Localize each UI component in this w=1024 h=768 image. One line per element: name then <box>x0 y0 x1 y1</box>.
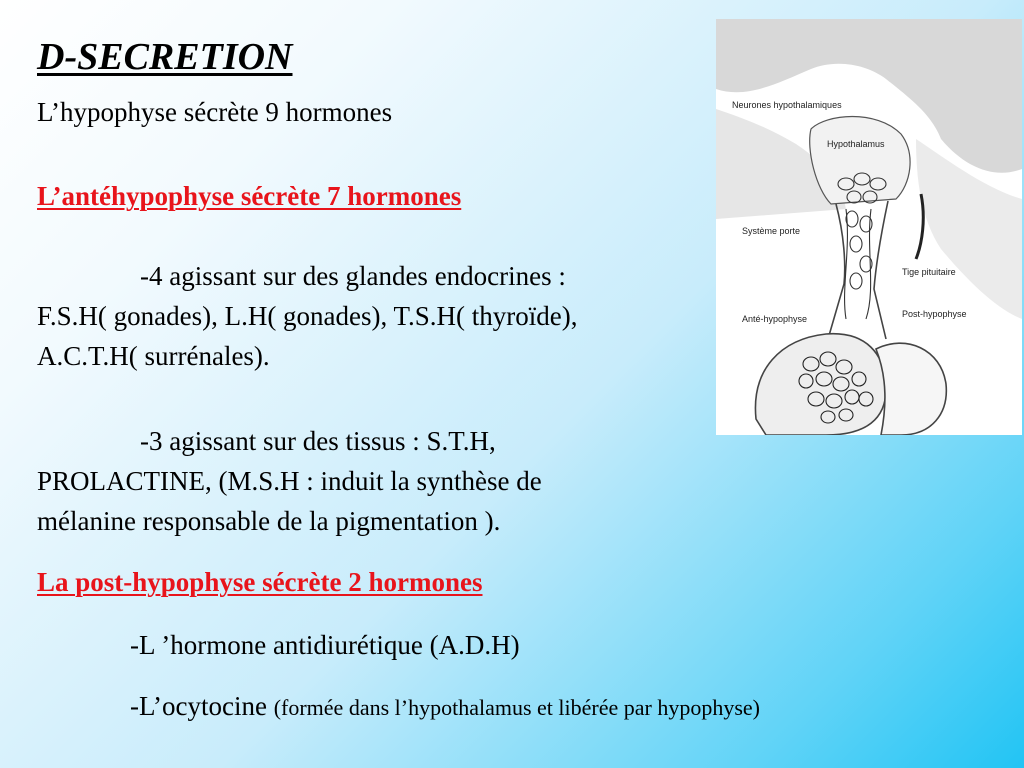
post-item-ocytocine <box>130 687 760 727</box>
ante-group1-line2: F.S.H( gonades), L.H( gonades), T.S.H( thyroïde), <box>37 301 578 331</box>
label-hypothalamus: Hypothalamus <box>827 139 885 149</box>
post-item-ocytocine-note: (formée dans l’hypothalamus et libérée par hypophyse) <box>273 695 760 720</box>
label-post: Post-hypophyse <box>902 309 967 319</box>
post-item-ocytocine-main: -L’ocytocine <box>130 691 267 721</box>
ante-group2-line3: mélanine responsable de la pigmentation ). <box>37 506 501 536</box>
slide-title: D-SECRETION <box>37 36 293 78</box>
pituitary-diagram-svg <box>716 19 1022 435</box>
posterior-lobe <box>876 343 946 435</box>
post-item-adh: -L ’hormone antidiurétique (A.D.H) <box>130 630 520 660</box>
ante-group2-line2: PROLACTINE, (M.S.H : induit la synthèse de <box>37 466 542 496</box>
label-systeme-porte: Système porte <box>742 226 801 236</box>
ante-group1-line1: -4 agissant sur des glandes endocrines : <box>140 261 566 291</box>
label-ante: Anté-hypophyse <box>742 314 808 324</box>
hypothalamus-shape <box>810 117 910 205</box>
tige-tube <box>916 194 923 259</box>
ante-group2-line1: -3 agissant sur des tissus : S.T.H, <box>140 426 496 456</box>
ante-heading: L’antéhypophyse sécrète 7 hormones <box>37 181 462 211</box>
post-heading: La post-hypophyse sécrète 2 hormones <box>37 567 483 597</box>
ante-group1-line3: A.C.T.H( surrénales). <box>37 341 270 371</box>
label-neurones: Neurones hypothalamiques <box>732 100 842 110</box>
anterior-lobe <box>755 334 886 435</box>
pituitary-diagram <box>716 19 1022 435</box>
label-tige: Tige pituitaire <box>902 267 956 277</box>
intro-text: L’hypophyse sécrète 9 hormones <box>37 97 393 127</box>
